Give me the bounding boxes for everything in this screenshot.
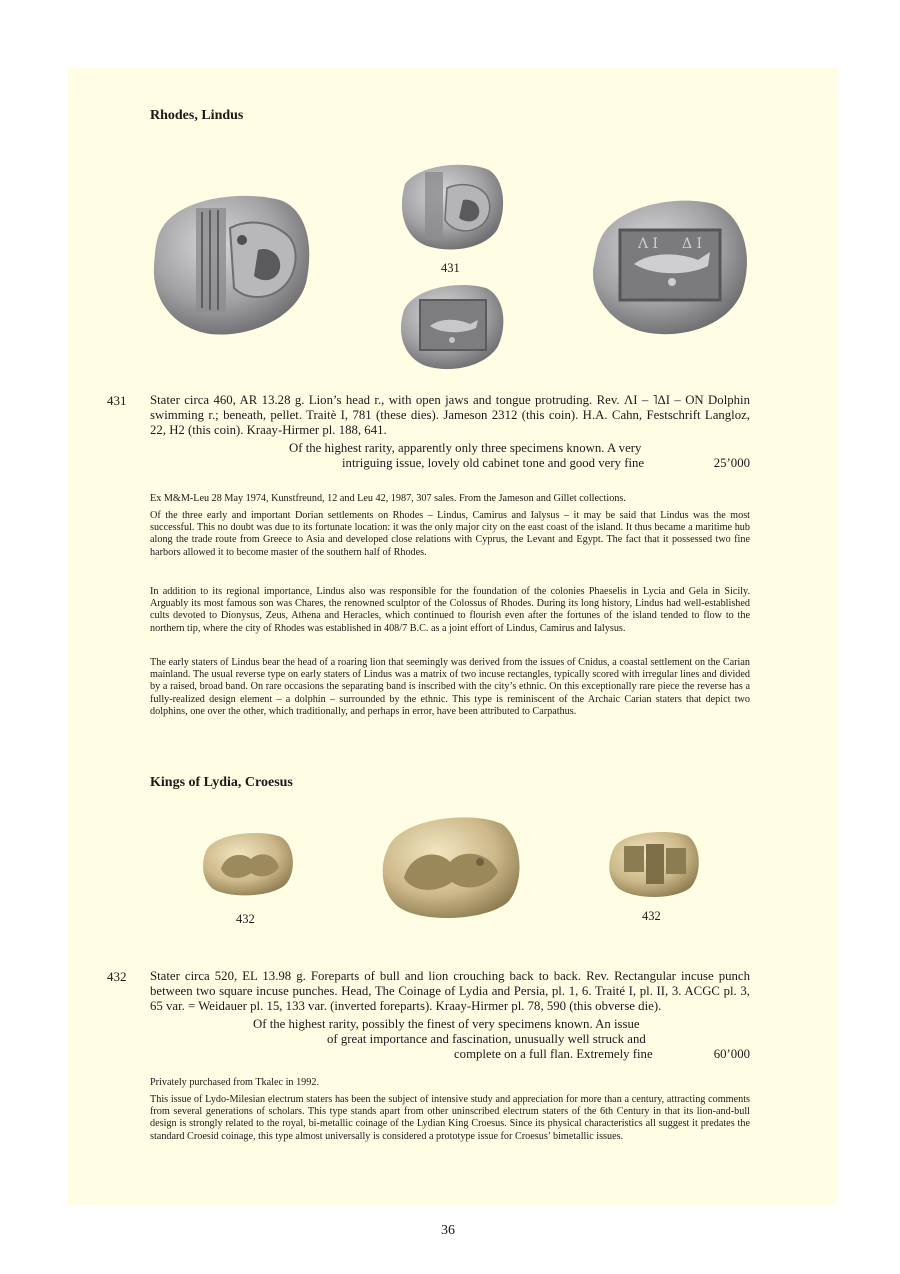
section-heading-kings-of-lydia: Kings of Lydia, Croesus: [150, 775, 293, 790]
coin-431-obverse-large: [150, 188, 312, 338]
lot-432-paragraph: This issue of Lydo-Milesian electrum staters has been the subject of intensive study and appreciation for more than a century, attracting comments from several generations of scholars. This type stands apart from other uninscribed electrum staters of the 6th Century in that its lion-and-bull design is strongly related to the royal, bi-metallic coinage of the Lydian King Croesus. Since its physical characteristics all suggest it predates the standard Croesid coinage, this type almost universally is considered a prototype issue for Croesus’ bimetallic issues.: [150, 1094, 750, 1142]
lot-431-rarity-line2: intriguing issue, lovely old cabinet tone and good very fine: [342, 456, 645, 470]
coin-431-reverse-small: [398, 280, 506, 372]
coin-432-obverse-small: [201, 829, 295, 897]
svg-text:Λ Ι: Λ Ι: [638, 236, 659, 252]
lot-432-rarity-line3: complete on a full flan. Extremely fine: [454, 1047, 653, 1061]
lot-432-provenance: Privately purchased from Tkalec in 1992.: [150, 1077, 319, 1088]
svg-text:Δ Ι: Δ Ι: [682, 236, 703, 252]
lot-431-paragraph-2: In addition to its regional importance, Lindus also was responsible for the foundation of the colonies Phaeselis in Lycia and Gela in Sicily. Arguably its most famous son was Chares, the renowned sculptor of the Colossus of Rhodes. During its long history, Lindus had well-established cults devoted to Dionysus, Zeus, Athena and Heracles, which continued to flourish even after the fortunes of the island tended to flow to the northern tip, where the city of Rhodes was established in 408/7 B.C. as a joint effort of Lindus, Camirus and Ialysus.: [150, 586, 750, 634]
lot-432-rarity-line2: of great importance and fascination, unusually well struck and: [327, 1032, 646, 1046]
coin-432-reverse: [608, 828, 700, 898]
coin-431-obverse-small: [397, 160, 507, 252]
coin-caption-432-right: 432: [642, 909, 661, 923]
lot-431-description: Stater circa 460, AR 13.28 g. Lion’s head r., with open jaws and tongue protruding. Rev. ΛΙ – ˥ΔΙ – ΟΝ Dolphin swimming r.; beneath, pellet. Traitè I, 781 (these dies). Jameson 2312 (this coin). H.A. Cahn, Festschrift Langloz, 22, H2 (this coin). Kraay-Hirmer pl. 188, 641.: [150, 393, 750, 437]
lot-431-price: 25’000: [713, 456, 750, 470]
lot-431-paragraph-3: The early staters of Lindus bear the head of a roaring lion that seemingly was derived from the issues of Cnidus, a coastal settlement on the Carian mainland. The usual reverse type on early staters of Lindus was a matrix of two incuse rectangles, typically scored with irregular lines and divided by a raised, broad band. On rare occasions the separating band is inscribed with the city’s ethnic. On this exceptionally rare piece the reverse has a fully-realized design element – a dolphin – surrounded by the ethnic. This type is reminiscent of the Archaic Carian staters that depict two dolphins, one over the other, which traditionally, and perhaps in error, have been attributed to Carpathus.: [150, 657, 750, 717]
lot-number-432: 432: [107, 969, 127, 984]
lot-431-rarity-line1: Of the highest rarity, apparently only three specimens known. A very: [289, 441, 642, 455]
page-number: 36: [441, 1223, 455, 1238]
coin-432-obverse-large: [380, 812, 522, 920]
coin-caption-432-left: 432: [236, 912, 255, 926]
lot-432-description: Stater circa 520, EL 13.98 g. Foreparts of bull and lion crouching back to back. Rev. Rectangular incuse punch between two square incuse punches. Head, The Coinage of Lydia and Persia, pl. 1, 6. Traité I, pl. II, 3. ACGC pl. 3, 65 var. = Weidauer pl. 15, 133 var. (inverted foreparts). Kraay-Hirmer pl. 78, 590 (this obverse die).: [150, 969, 750, 1013]
coin-caption-431: 431: [441, 261, 460, 275]
lot-431-provenance: Ex M&M-Leu 28 May 1974, Kunstfreund, 12 and Leu 42, 1987, 307 sales. From the Jameson and Gillet collections.: [150, 493, 626, 504]
lot-432-rarity-line1: Of the highest rarity, possibly the finest of very specimens known. An issue: [253, 1017, 640, 1031]
lot-431-paragraph-1: Of the three early and important Dorian settlements on Rhodes – Lindus, Camirus and Ialysus – it may be said that Lindus was the most successful. This no doubt was due to its fortunate location: it was the only major city on the east coast of the island. It thus became a maritime hub along the trade route from Greece to Asia and developed close relations with Cyprus, the Levant and Egypt. The fact that it possessed two fine harbors allowed it to become master of the southern half of Rhodes.: [150, 510, 750, 558]
coin-431-reverse-large: [590, 194, 750, 338]
section-heading-rhodes-lindus: Rhodes, Lindus: [150, 108, 244, 123]
lot-number-431: 431: [107, 393, 127, 408]
lot-432-price: 60’000: [713, 1047, 750, 1061]
